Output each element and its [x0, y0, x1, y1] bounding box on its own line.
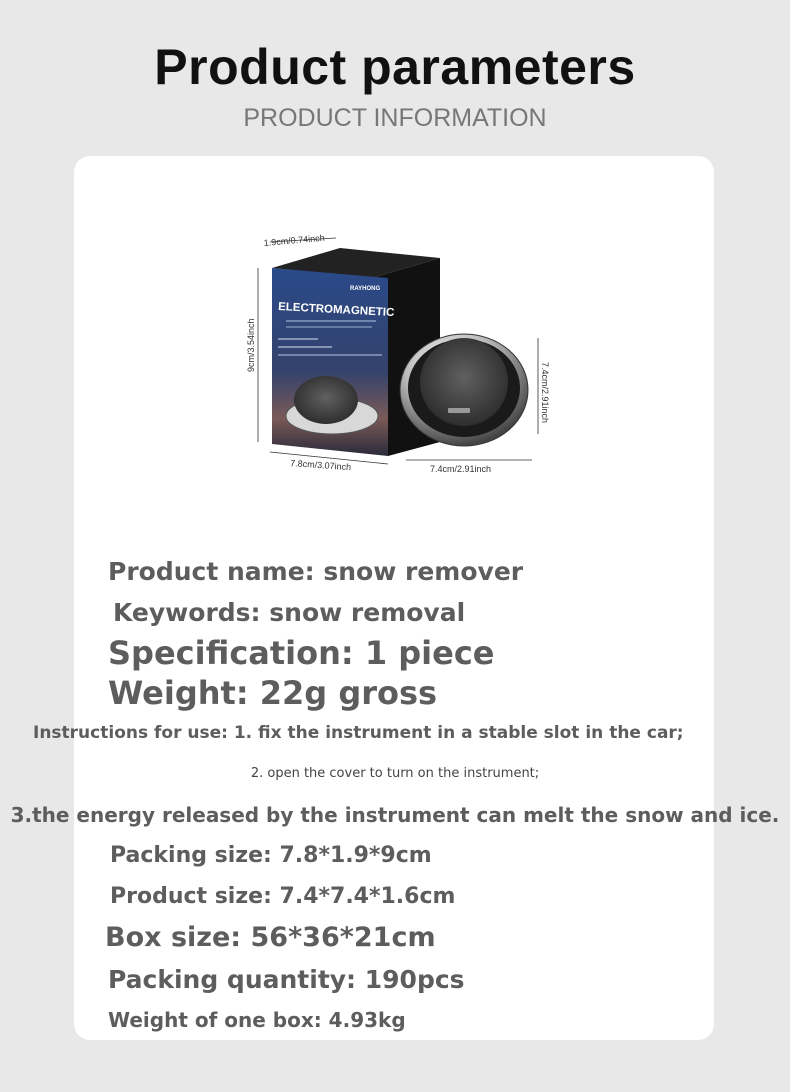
product-size-text: Product size: 7.4*7.4*1.6cm	[110, 884, 456, 909]
box-weight-text: Weight of one box: 4.93kg	[108, 1008, 406, 1032]
page-subtitle: PRODUCT INFORMATION	[243, 104, 547, 132]
instructions-step-1: Instructions for use: 1. fix the instrument in a stable slot in the car;	[33, 723, 684, 743]
specification-text: Specification: 1 piece	[108, 634, 495, 672]
weight-text: Weight: 22g gross	[108, 674, 438, 712]
instructions-step-3: 3.the energy released by the instrument can melt the snow and ice.	[10, 803, 780, 827]
dim-top-label: 1.9cm/0.74inch	[263, 232, 325, 248]
product-name-text: Product name: snow remover	[108, 557, 524, 586]
box-size-text: Box size: 56*36*21cm	[105, 922, 436, 953]
instructions-step-2: 2. open the cover to turn on the instrument;	[250, 766, 540, 781]
dim-right-label: 7.4cm/2.91inch	[540, 362, 550, 424]
packing-quantity-text: Packing quantity: 190pcs	[108, 965, 465, 994]
product-illustration	[238, 220, 558, 480]
box-label-text: ELECTROMAGNETIC	[277, 301, 395, 320]
dim-left-label: 9cm/3.54inch	[246, 318, 256, 372]
dim-bottom-device-label: 7.4cm/2.91inch	[430, 464, 492, 474]
packing-size-text: Packing size: 7.8*1.9*9cm	[110, 843, 432, 868]
page-title: Product parameters	[154, 39, 636, 95]
box-brand-text: RAYHONG	[350, 286, 381, 292]
keywords-text: Keywords: snow removal	[113, 598, 466, 627]
dim-bottom-box-label: 7.8cm/3.07inch	[289, 458, 352, 473]
